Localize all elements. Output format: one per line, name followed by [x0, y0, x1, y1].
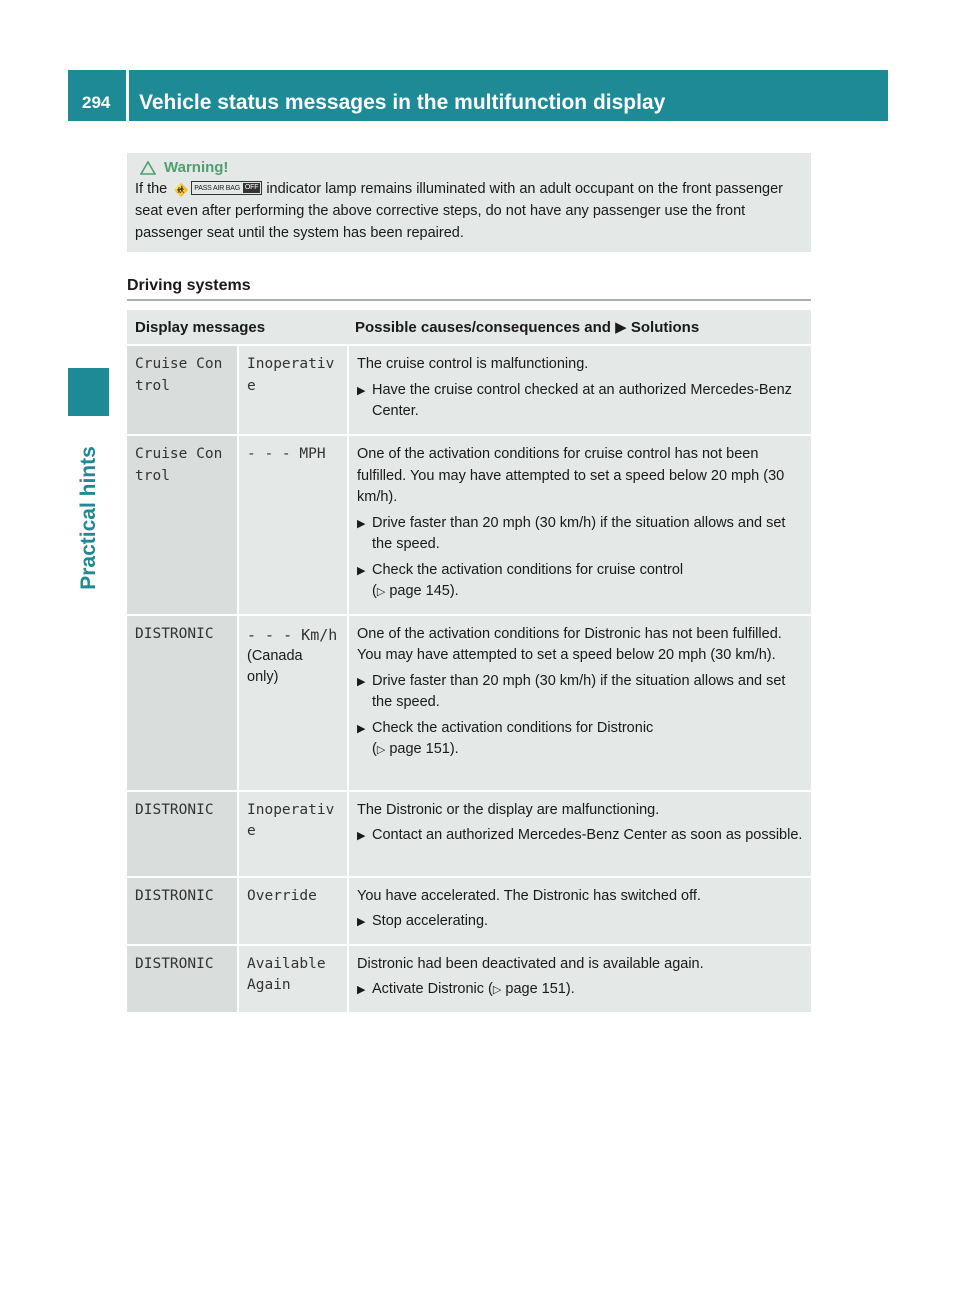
table-row [127, 616, 811, 792]
display-message: Cruise Control [127, 346, 237, 436]
table-row [127, 346, 811, 436]
solution-cell: Distronic had been deactivated and is available again. ▶ Activate Distronic (▷ page 151). [347, 946, 811, 1014]
warning-text: If the 🚸 PASS AIR BAG OFF indicator lamp remains illuminated with an adult occupant on the front passenger seat even after performing the above corrective steps, do not have any passenger use the front passenger seat until the system has been repaired. [135, 181, 783, 241]
display-message: DISTRONIC [127, 616, 237, 792]
arrow-right-icon: ▶ [357, 830, 366, 842]
page-ref-triangle-icon: ▷ [492, 984, 502, 996]
arrow-right-icon: ▶ [615, 319, 627, 336]
display-value: Override [237, 878, 347, 946]
table-row [127, 436, 811, 616]
warning-triangle-icon [140, 161, 156, 175]
display-message: DISTRONIC [127, 792, 237, 878]
arrow-right-icon: ▶ [357, 384, 366, 397]
solution-cell: The cruise control is malfunctioning. ▶ Have the cruise control checked at an authorized Mercedes-Benz Center. [347, 346, 811, 436]
page-header-title: Vehicle status messages in the multifunction display [129, 70, 888, 121]
display-value: Inoperative [237, 346, 347, 436]
solution-cell: One of the activation conditions for Distronic has not been fulfilled. You may have attempted to set a speed below 20 mph (30 km/h). ▶ Drive faster than 20 mph (30 km/h) if the situation allows and set the speed. ▶ Check the activation conditions for Distronic (▷ page 151). [347, 616, 811, 792]
display-message: DISTRONIC [127, 946, 237, 1014]
solution-cell: You have accelerated. The Distronic has switched off. ▶ Stop accelerating. [347, 878, 811, 946]
arrow-right-icon: ▶ [357, 517, 366, 530]
display-value: - - - MPH [237, 436, 347, 616]
arrow-right-icon: ▶ [357, 675, 366, 688]
warning-title: Warning! [140, 159, 803, 176]
table-row [127, 792, 811, 878]
status-messages-table [127, 310, 811, 1014]
solution-cell: The Distronic or the display are malfunctioning. ▶ Contact an authorized Mercedes-Benz Center as soon as possible. [347, 792, 811, 878]
page-ref-triangle-icon: ▷ [376, 586, 386, 598]
arrow-right-icon: ▶ [357, 722, 366, 735]
header-causes-solutions: Possible causes/consequences and ▶ Solutions [347, 310, 811, 346]
header-display-messages: Display messages [127, 310, 347, 346]
display-message: Cruise Control [127, 436, 237, 616]
page-number: 294 [68, 70, 126, 121]
table-header-row [127, 310, 811, 346]
chapter-tab [68, 368, 109, 416]
display-message: DISTRONIC [127, 878, 237, 946]
passenger-airbag-icon: 🚸 [173, 183, 189, 197]
section-divider [127, 299, 811, 301]
arrow-right-icon: ▶ [357, 916, 366, 928]
section-title: Driving systems [127, 277, 251, 294]
page-ref-triangle-icon: ▷ [376, 744, 386, 756]
table-row [127, 878, 811, 946]
display-value: Inoperative [237, 792, 347, 878]
display-value: - - - Km/h (Canada only) [237, 616, 347, 792]
table-row [127, 946, 811, 1014]
solution-cell: One of the activation conditions for cruise control has not been fulfilled. You may have attempted to set a speed below 20 mph (30 km/h). ▶ Drive faster than 20 mph (30 km/h) if the situation allows and set the speed. ▶ Check the activation conditions for cruise control (▷ page 145). [347, 436, 811, 616]
pass-airbag-off-lamp-icon: PASS AIR BAG OFF [191, 181, 262, 195]
warning-box [127, 153, 811, 252]
chapter-label: Practical hints [76, 445, 100, 590]
arrow-right-icon: ▶ [357, 564, 366, 577]
arrow-right-icon: ▶ [357, 984, 366, 996]
display-value: Available Again [237, 946, 347, 1014]
